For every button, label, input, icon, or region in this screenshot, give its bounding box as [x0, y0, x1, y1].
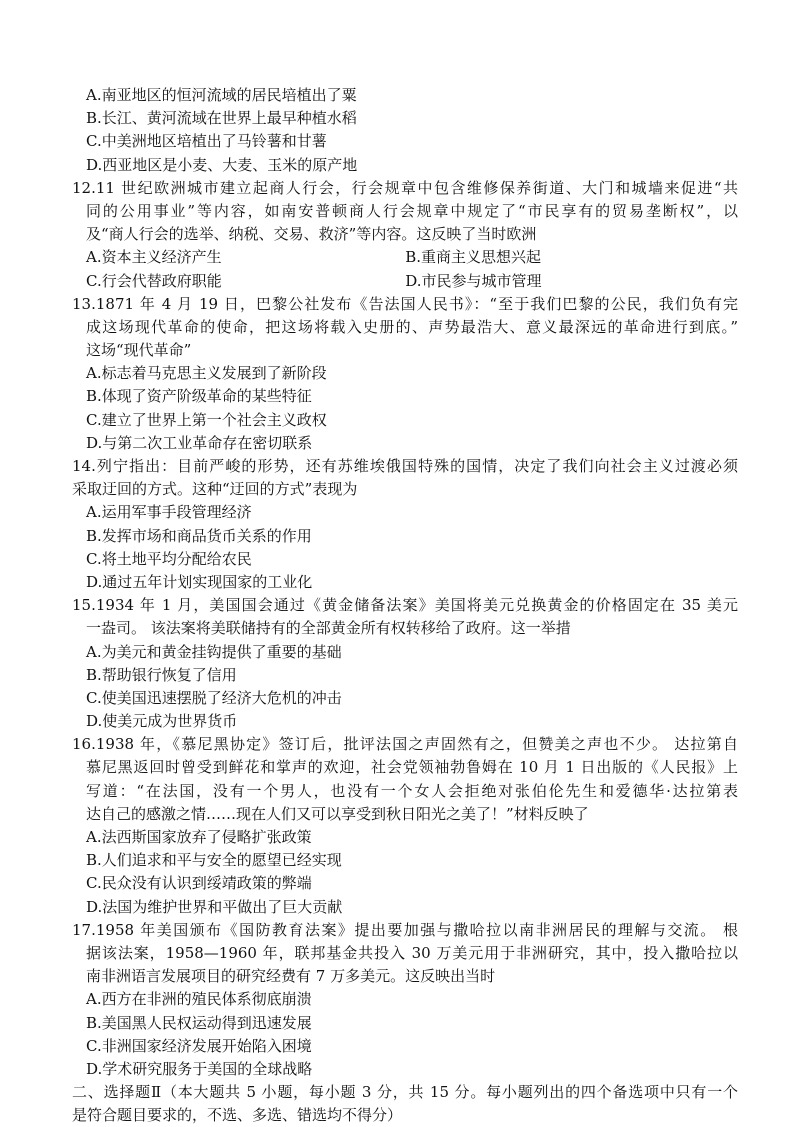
q14-stem-line: 采取迂回的方式。这种“迂回的方式”表现为: [72, 480, 358, 499]
q15-stem-line: 一盎司。 该法案将美联储持有的全部黄金所有权转移给了政府。这一举措: [86, 619, 571, 638]
q14-stem-line: 14.列宁指出：目前严峻的形势，还有苏维埃俄国特殊的国情，决定了我们向社会主义过渡必须: [72, 457, 738, 475]
q16-stem-line: 16.1938 年，《慕尼黑协定》签订后，批评法国之声固然有之，但赞美之声也不少。 达拉第自: [72, 735, 738, 754]
q17-option-b: B.美国黑人民权运动得到迅速发展: [86, 1013, 312, 1032]
question-11-options: [72, 84, 738, 177]
q15-option-d: D.使美元成为世界货币: [86, 712, 238, 731]
q17-option-d: D.学术研究服务于美国的全球战略: [86, 1059, 313, 1078]
question-14: [72, 455, 738, 594]
q15-option-b: B.帮助银行恢复了信用: [86, 665, 237, 684]
q13-option-b: B.体现了资产阶级革命的某些特征: [86, 387, 312, 406]
q15-option-c: C.使美国迅速摆脱了经济大危机的冲击: [86, 688, 342, 707]
q17-stem-line: 据该法案，1958—1960 年，联邦基金共投入 30 万美元用于非洲研究，其中，投入撒哈拉以: [86, 943, 738, 962]
q11-option-b: B.长江、黄河流域在世界上最早种植水稻: [86, 109, 357, 128]
section-2-heading: [72, 1081, 738, 1127]
question-12: [72, 177, 738, 293]
q14-option-a: A.运用军事手段管理经济: [86, 503, 252, 522]
q17-stem-line: 17.1958 年美国颁布《国防教育法案》提出要加强与撒哈拉以南非洲居民的理解与交流。 根: [72, 920, 738, 939]
q11-option-a: A.南亚地区的恒河流域的居民培植出了粟: [86, 86, 357, 104]
q11-option-c: C.中美洲地区培植出了马铃薯和甘薯: [86, 132, 327, 151]
q16-option-c: C.民众没有认识到绥靖政策的弊端: [86, 874, 312, 893]
q15-stem-line: 15.1934 年 1 月，美国国会通过《黄金储备法案》美国将美元兑换黄金的价格固定在 35 美元: [72, 596, 738, 615]
q14-option-c: C.将土地平均分配给农民: [86, 549, 252, 568]
q14-option-d: D.通过五年计划实现国家的工业化: [86, 572, 313, 591]
section-2-line: 是符合题目要求的，不选、多选、错选均不得分）: [72, 1106, 403, 1125]
q12-stem-line: 同的公用事业”等内容，如南安普顿商人行会规章中规定了“市民享有的贸易垄断权”，以: [86, 201, 738, 220]
q16-option-a: A.法西斯国家放弃了侵略扩张政策: [86, 828, 312, 846]
q16-option-b: B.人们追求和平与安全的愿望已经实现: [86, 851, 342, 870]
q13-stem-line: 13.1871 年 4 月 19 日，巴黎公社发布《告法国人民书》：“至于我们巴黎的公民，我们负有完: [72, 294, 738, 313]
q12-option-d: D.市民参与城市管理: [405, 271, 542, 290]
q12-stem-line: 及“商人行会的选举、纳税、交易、救济”等内容。这反映了当时欧洲: [86, 225, 537, 244]
q13-stem-line: 成这场现代革命的使命，把这场将载入史册的、声势最浩大、意义最深远的革命进行到底。”: [86, 317, 738, 336]
q16-stem-line: 达自己的感激之情……现在人们又可以享受到秋日阳光之美了！”材料反映了: [86, 804, 589, 823]
question-17: [72, 919, 738, 1081]
q11-option-d: D.西亚地区是小麦、大麦、玉米的原产地: [86, 155, 358, 174]
q12-stem-line: 12.11 世纪欧洲城市建立起商人行会，行会规章中包含维修保养街道、大门和城墙来促进“共: [72, 178, 738, 197]
q17-option-a: A.西方在非洲的殖民体系彻底崩溃: [86, 990, 312, 1009]
q12-option-c: C.行会代替政府职能: [86, 271, 222, 290]
q13-stem-line: 这场“现代革命”: [86, 341, 192, 360]
question-13: [72, 293, 738, 455]
page-content: [72, 84, 738, 1127]
q16-stem-line: 写道：“在法国，没有一个男人，也没有一个女人会拒绝对张伯伦先生和爱德华·达拉第表: [86, 781, 738, 800]
q12-options-row: [72, 270, 738, 293]
q17-option-c: C.非洲国家经济发展开始陷入困境: [86, 1036, 312, 1055]
q12-option-b: B.重商主义思想兴起: [405, 248, 542, 267]
q13-option-a: A.标志着马克思主义发展到了新阶段: [86, 364, 327, 383]
section-2-line: 二、选择题Ⅱ（本大题共 5 小题，每小题 3 分，共 15 分。每小题列出的四个备选项中只有一个: [72, 1083, 738, 1102]
q15-option-a: A.为美元和黄金挂钩提供了重要的基础: [86, 642, 342, 661]
q13-option-c: C.建立了世界上第一个社会主义政权: [86, 410, 327, 429]
question-15: [72, 594, 738, 733]
q16-stem-line: 慕尼黑返回时曾受到鲜花和掌声的欢迎，社会党领袖勃鲁姆在 10 月 1 日出版的《人民报》上: [86, 758, 738, 777]
q16-option-d: D.法国为维护世界和平做出了巨大贡献: [86, 897, 343, 916]
q13-option-d: D.与第二次工业革命存在密切联系: [86, 433, 313, 452]
q12-option-a: A.资本主义经济产生: [86, 248, 222, 267]
q17-stem-line: 南非洲语言发展项目的研究经费有 7 万多美元。这反映出当时: [86, 967, 496, 986]
q14-option-b: B.发挥市场和商品货币关系的作用: [86, 526, 312, 545]
question-16: [72, 733, 738, 919]
q12-options-row: [72, 246, 738, 269]
